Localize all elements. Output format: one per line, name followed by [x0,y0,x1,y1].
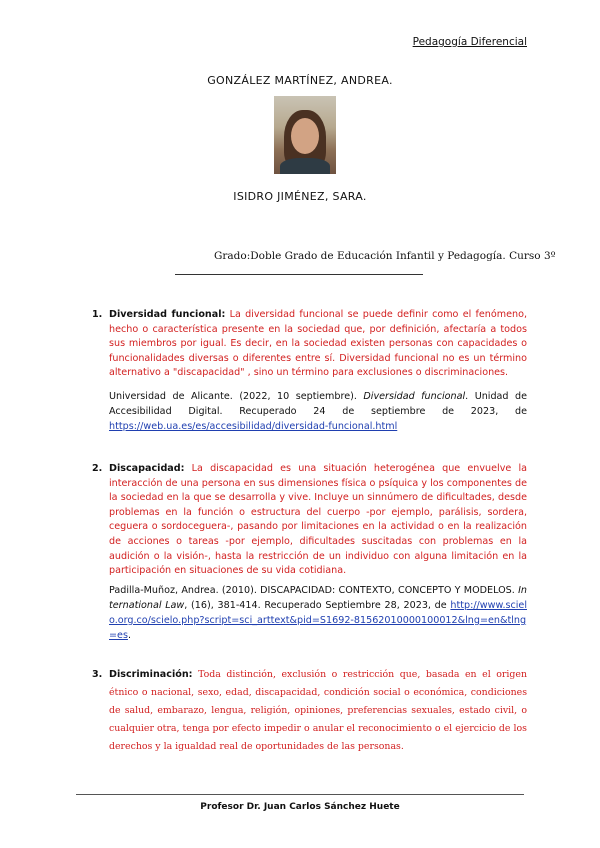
term-label: Discriminación: [109,669,193,680]
definition-discapacidad [109,462,527,579]
footer-divider [76,794,524,795]
reference-text: . [127,630,132,641]
definition-diversidad [109,308,527,381]
reference-1 [109,389,527,434]
item-number: 1. [92,309,103,320]
item-number: 3. [92,669,103,680]
author-photo [274,96,336,174]
footer-professor: Profesor Dr. Juan Carlos Sánchez Huete [200,802,400,812]
term-label: Diversidad funcional: [109,309,226,320]
definition-text: La diversidad funcional se puede definir como el fenómeno, hecho o característica presente en la sociedad que, por definición, afectaría a todos sus miembros por igual. Es decir, en la sociedad existen personas con capacidades o funcionalidades diversas o diferentes entre sí. Diversidad funcional no es un término alternativo a "discapacidad" , sino un término para exclusiones o discriminaciones. [109,309,527,379]
item-number: 2. [92,463,103,474]
reference-title: International Law [109,585,527,611]
reference-text: Universidad de Alicante. (2022, 10 septiembre). [109,391,364,402]
reference-2 [109,583,527,643]
reference-title: Diversidad funcional [363,391,466,402]
divider [175,274,423,275]
degree-line: Grado:Doble Grado de Educación Infantil y Pedagogía. Curso 3º [214,250,556,262]
author-name-2: ISIDRO JIMÉNEZ, SARA. [233,190,367,203]
reference-text: . Unidad de Accesibilidad Digital. Recuperado 24 de septiembre de 2023, de [109,391,528,417]
author-name-1: GONZÁLEZ MARTÍNEZ, ANDREA. [207,74,393,87]
term-label: Discapacidad: [109,463,185,474]
reference-link[interactable]: https://web.ua.es/es/accesibilidad/diversidad-funcional.html [109,421,398,432]
definition-text: La discapacidad es una situación heterogénea que envuelve la interacción de una persona en sus dimensiones física o psíquica y los componentes de la sociedad en la que se desarrolla y vive. Incluye un sinnúmero de dificultades, desde problemas en la función o estructura del cuerpo -por ejemplo, parálisis, sordera, ceguera o sordoceguera-, pasando por limitaciones en la actividad o en la realización de acciones o tareas -por ejemplo, dificultades suscitadas con problemas en la audición o la visión-, hasta la restricción de un individuo con alguna limitación en la participación en situaciones de su vida cotidiana. [109,463,527,577]
reference-link[interactable]: http://www.scielo.org.co/scielo.php?script=sci_arttext&pid=S1692-81562010000100012&lng=en&tlng=es [109,600,527,641]
reference-text: Padilla-Muñoz, Andrea. (2010). DISCAPACIDAD: CONTEXTO, CONCEPTO Y MODELOS. [109,585,519,596]
reference-text: , (16), 381-414. Recuperado Septiembre 28, 2023, de [184,600,451,611]
course-header: Pedagogía Diferencial [412,36,527,48]
definition-text: Toda distinción, exclusión o restricción que, basada en el origen étnico o nacional, sexo, edad, discapacidad, condición social o económica, condiciones de salud, embarazo, lengua, religión, opiniones, preferencias sexuales, estado civil, o cualquier otra, tenga por efecto impedir o anular el reconocimiento o el ejercicio de los derechos y la igualdad real de oportunidades de las personas. [109,669,527,752]
definition-discriminacion [109,666,527,756]
